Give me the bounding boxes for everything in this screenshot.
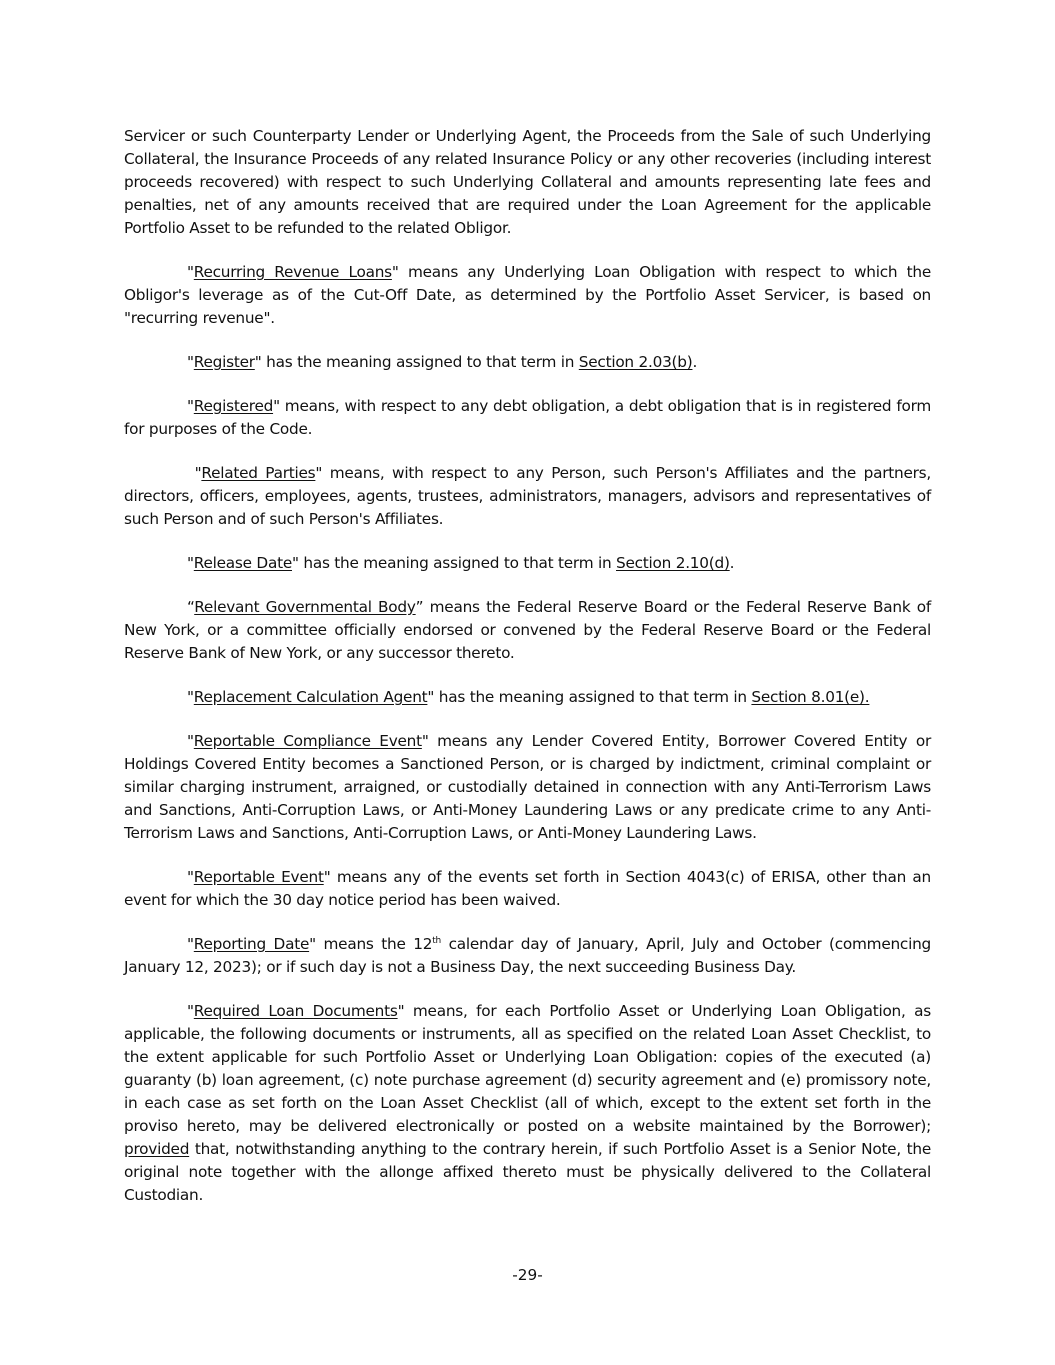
defined-term: Release Date — [193, 554, 292, 572]
defined-term: Relevant Governmental Body — [194, 598, 416, 616]
definition-recurring-revenue-loans: "Recurring Revenue Loans" means any Underlying Loan Obligation with respect to which the Obligor's leverage as of the Cut-Off Date, as determined by the Portfolio Asset Servicer, is based on "recurring revenue". — [124, 263, 932, 327]
section-reference: Section 8.01(e). — [751, 688, 870, 706]
defined-term: Recurring Revenue Loans — [193, 263, 392, 281]
defined-term: Register — [193, 353, 255, 371]
ordinal-suffix: th — [432, 936, 441, 946]
defined-term: Required Loan Documents — [193, 1002, 398, 1020]
defined-term: Registered — [193, 397, 274, 415]
section-reference: Section 2.03(b) — [578, 353, 693, 371]
definition-release-date: "Release Date" has the meaning assigned to that term in Section 2.10(d). — [187, 554, 735, 572]
definition-required-loan-documents: "Required Loan Documents" means, for each Portfolio Asset or Underlying Loan Obligation, as applicable, the following documents or instruments, all as specified on the related Loan Asset Checklist, to the extent applicable for such Portfolio Asset or Underlying Loan Obligation: copies of the executed (a) guaranty (b) loan agreement, (c) note purchase agreement (d) security agreement and (e) promissory note, in each case as set forth on the Loan Asset Checklist (all of which, except to the extent set forth in the proviso hereto, may be delivered electronically or posted on a website maintained by the Borrower); provided that, notwithstanding anything to the contrary herein, if such Portfolio Asset is a Senior Note, the original note together with the allonge affixed thereto must be physically delivered to the Collateral Custodian. — [124, 1002, 931, 1204]
proviso-term: provided — [124, 1140, 190, 1158]
defined-term: Reportable Compliance Event — [193, 732, 422, 750]
definition-reporting-date: "Reporting Date" means the 12th calendar day of January, April, July and October (commencing January 12, 2023); or if such day is not a Business Day, the next succeeding Business Day. — [124, 935, 931, 976]
definition-relevant-governmental-body: “Relevant Governmental Body” means the Federal Reserve Board or the Federal Reserve Bank of New York, or a committee officially endorsed or convened by the Federal Reserve Board or the Federal Reserve Bank of New York, or any successor thereto. — [124, 598, 931, 662]
definition-replacement-calculation-agent: "Replacement Calculation Agent" has the meaning assigned to that term in Section 8.01(e). — [187, 688, 870, 706]
definition-registered: "Registered" means, with respect to any debt obligation, a debt obligation that is in registered form for purposes of the Code. — [124, 397, 931, 438]
defined-term: Replacement Calculation Agent — [193, 688, 428, 706]
definition-related-parties: "Related Parties" means, with respect to any Person, such Person's Affiliates and the partners, directors, officers, employees, agents, trustees, administrators, managers, advisors and representatives of such Person and of such Person's Affiliates. — [124, 464, 931, 528]
defined-term: Related Parties — [201, 464, 316, 482]
definition-register: "Register" has the meaning assigned to that term in Section 2.03(b). — [187, 353, 698, 371]
defined-term: Reportable Event — [193, 868, 324, 886]
document-body — [124, 125, 931, 1228]
page-number: -29- — [512, 1266, 543, 1284]
section-reference: Section 2.10(d) — [616, 554, 730, 572]
definition-reportable-event: "Reportable Event" means any of the events set forth in Section 4043(c) of ERISA, other than an event for which the 30 day notice period has been waived. — [124, 868, 931, 909]
continuation-paragraph: Servicer or such Counterparty Lender or Underlying Agent, the Proceeds from the Sale of such Underlying Collateral, the Insurance Proceeds of any related Insurance Policy or any other recoveries (including interest proceeds recovered) with respect to such Underlying Collateral and amounts representing late fees and penalties, net of any amounts received that are required under the Loan Agreement for the applicable Portfolio Asset to be refunded to the related Obligor. — [124, 127, 931, 237]
definition-reportable-compliance-event: "Reportable Compliance Event" means any Lender Covered Entity, Borrower Covered Entity or Holdings Covered Entity becomes a Sanctioned Person, or is charged by indictment, criminal complaint or similar charging instrument, arraigned, or custodially detained in connection with any Anti-Terrorism Laws and Sanctions, Anti-Corruption Laws, or Anti-Money Laundering Laws or any predicate crime to any Anti-Terrorism Laws and Sanctions, Anti-Corruption Laws, or Anti-Money Laundering Laws. — [124, 732, 931, 842]
defined-term: Reporting Date — [193, 935, 310, 953]
